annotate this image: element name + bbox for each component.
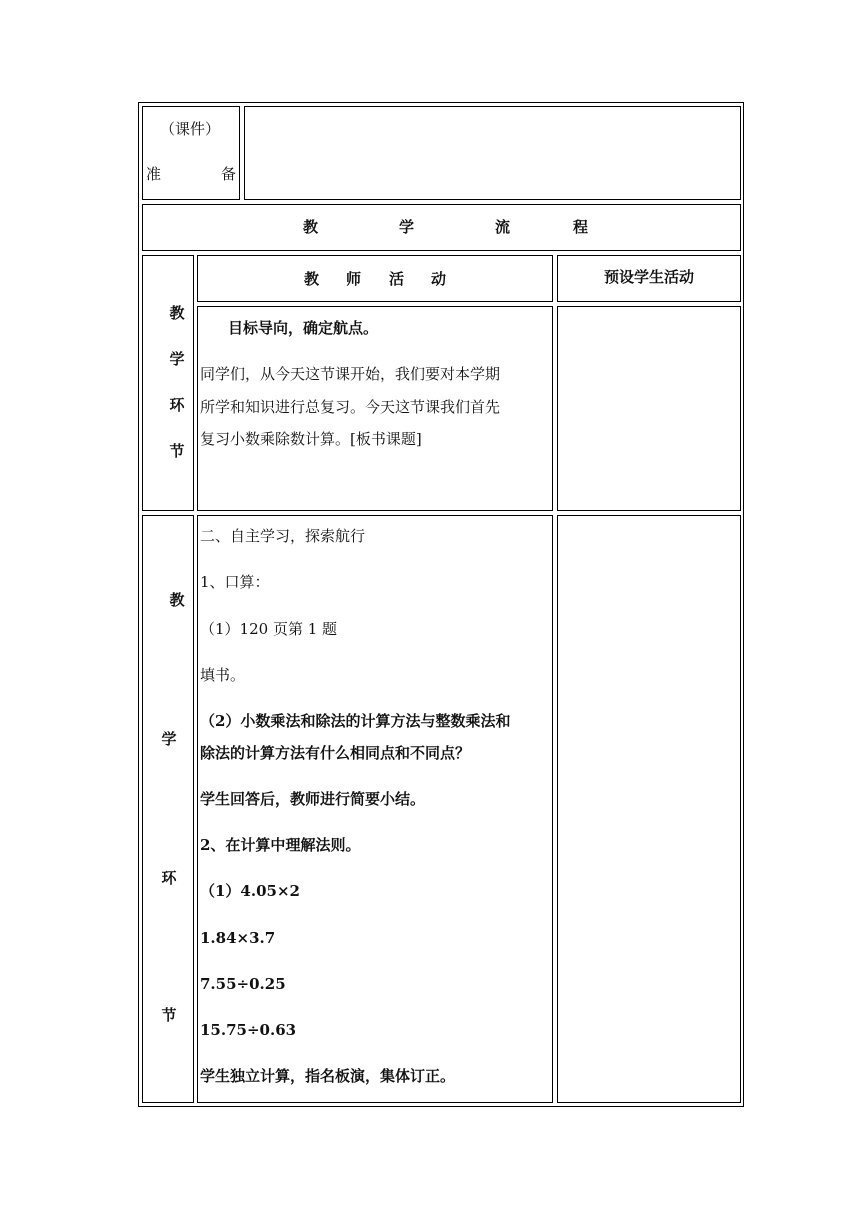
flow-header-char-1: 教 bbox=[303, 218, 319, 236]
student-header: 预设学生活动 bbox=[603, 268, 694, 286]
section-cell-1 bbox=[142, 255, 194, 511]
section-2-char-4: 节 bbox=[161, 1006, 177, 1024]
teacher-header-char-1: 教 bbox=[304, 270, 320, 288]
section-1-char-2: 学 bbox=[169, 350, 185, 368]
teacher-header-char-3: 活 bbox=[389, 270, 405, 288]
block2-line-1: 二、自主学习，探索航行 bbox=[200, 527, 366, 545]
teacher-cell-2 bbox=[197, 515, 553, 1103]
block1-line-1: 同学们，从今天这节课开始，我们要对本学期 bbox=[200, 365, 501, 383]
prep-content-cell bbox=[244, 106, 741, 200]
flow-header-char-4: 程 bbox=[573, 218, 589, 236]
flow-header-cell bbox=[142, 204, 741, 251]
block2-line-4: 填书。 bbox=[200, 666, 246, 684]
block1-line-3: 复习小数乘除数计算。[板书课题] bbox=[200, 430, 422, 448]
prep-label-left: 准 bbox=[146, 165, 162, 183]
prep-label-top: （课件） bbox=[159, 120, 220, 138]
student-cell-1 bbox=[557, 306, 741, 511]
block2-line-3: （1）120 页第 1 题 bbox=[200, 620, 338, 638]
block1-title: 目标导向，确定航点。 bbox=[228, 319, 379, 337]
block2-line-2: 1、口算： bbox=[200, 573, 270, 591]
block2-line-10: 1.84×3.7 bbox=[200, 929, 276, 947]
block2-line-11: 7.55÷0.25 bbox=[200, 975, 286, 993]
teacher-header-char-2: 师 bbox=[346, 270, 362, 288]
block2-line-6: 除法的计算方法有什么相同点和不同点？ bbox=[200, 744, 471, 762]
student-cell-2 bbox=[557, 515, 741, 1103]
section-2-char-2: 学 bbox=[161, 730, 177, 748]
prep-label-right: 备 bbox=[221, 165, 237, 183]
section-2-char-3: 环 bbox=[161, 869, 177, 887]
section-1-char-1: 教 bbox=[169, 304, 185, 322]
block2-line-9: （1）4.05×2 bbox=[200, 882, 300, 900]
block2-line-8: 2、在计算中理解法则。 bbox=[200, 836, 361, 854]
block2-line-12: 15.75÷0.63 bbox=[200, 1021, 297, 1039]
flow-header-char-3: 流 bbox=[495, 218, 511, 236]
teacher-header-char-4: 动 bbox=[431, 270, 447, 288]
block2-line-7: 学生回答后，教师进行简要小结。 bbox=[200, 790, 426, 808]
block2-line-13: 学生独立计算，指名板演，集体订正。 bbox=[200, 1067, 456, 1085]
section-1-char-3: 环 bbox=[169, 396, 185, 414]
block2-line-5: （2）小数乘法和除法的计算方法与整数乘法和 bbox=[200, 712, 511, 730]
section-1-char-4: 节 bbox=[169, 442, 185, 460]
flow-header-char-2: 学 bbox=[399, 218, 415, 236]
teacher-header-cell bbox=[197, 255, 553, 302]
section-2-char-1: 教 bbox=[169, 591, 185, 609]
block1-line-2: 所学和知识进行总复习。今天这节课我们首先 bbox=[200, 398, 501, 416]
